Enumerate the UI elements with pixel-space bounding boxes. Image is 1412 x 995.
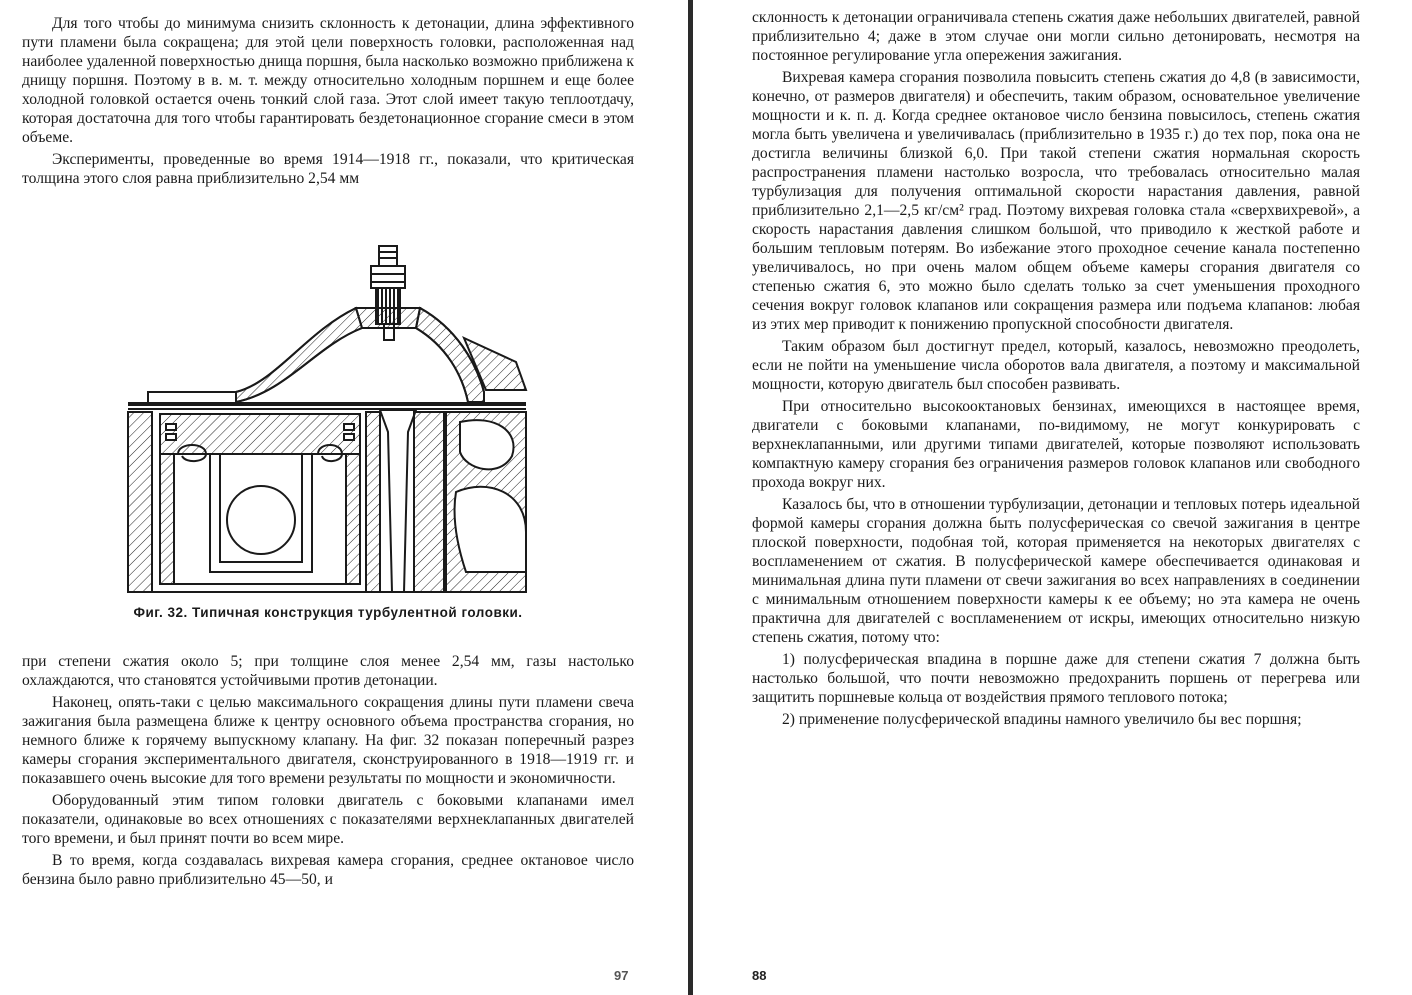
left-bottom-text [22,652,634,889]
page-number: 97 [614,968,629,983]
paragraph: В то время, когда создавалась вихревая камера сгорания, среднее октановое число бензина было равно приблизительно 45—50, и [22,852,634,888]
paragraph: Для того чтобы до минимума снизить склонность к детонации, длина эффективного пути пламени была сокращена; для этой цели поверхность головки, расположенная над наиболее удаленной поверхностью днища поршня, была насколько возможно приближена к днищу поршня. Поэтому в в. м. т. между относительно холодным поршнем и еще более холодной головкой остается очень тонкий слой газа. Этот слой имеет такую теплоотдачу, которая достаточна для того чтобы гарантировать бездетонационное сгорание смеси в этом объеме. [22,15,634,146]
paragraph: Вихревая камера сгорания позволила повысить степень сжатия до 4,8 (в зависимости, конечно, от размеров двигателя) и обеспечить, таким образом, основательное увеличение мощности и к. п. д. Когда среднее октановое число бензина повысилось, степень сжатия могла быть увеличена и увеличивалась (приблизительно в 1935 г.) до тех пор, пока она не достигла величины близкой 6,0. При такой степени сжатия нормальная скорость распространения пламени настолько возросла, что требовалась относительно малая турбулизация для получения оптимальной скорости нарастания давления, равной приблизительно 2,1—2,5 кг/см² град. Поэтому вихревая головка стала «сверхвихревой», а скорость нарастания давления слишком большой, что приводило к жесткой работе и большим тепловым потерям. Во избежание этого проходное сечение канала постепенно увеличивалось, но при очень малом общем объеме камеры сгорания двигателя со степенью сжатия 6, это можно было сделать только за счет уменьшения проходного сечения вокруг головок клапанов или сокращения размера или подъема клапанов: любая из этих мер приводит к понижению пропускной способности двигателя. [752,69,1360,333]
figure-32-cross-section [116,242,540,602]
paragraph: склонность к детонации ограничивала степень сжатия даже небольших двигателей, равной приблизительно 4; даже в этом случае они могли сильно детонировать, несмотря на постоянное регулирование угла опережения зажигания. [752,9,1360,64]
paragraph: Эксперименты, проведенные во время 1914—1918 гг., показали, что критическая толщина этого слоя равна приблизительно 2,54 мм [22,151,634,187]
figure-caption: Фиг. 32. Типичная конструкция турбулентной головки. [133,605,523,620]
page-number: 88 [752,968,767,983]
paragraph: При относительно высокооктановых бензинах, имеющихся в настоящее время, двигатели с боковыми клапанами, по-видимому, не могут конкурировать с верхнеклапанными, или другими типами двигателей, которые позволяют использовать компактную камеру сгорания без ограничения размеров головок клапанов или свободного прохода вокруг них. [752,398,1360,491]
paragraph: Таким образом был достигнут предел, который, казалось, невозможно преодолеть, если не пойти на уменьшение числа оборотов вала двигателя, а поэтому и максимальной мощности, которую двигатель был способен развивать. [752,338,1360,393]
turbulent-head-drawing [116,242,540,602]
list-item: 1) полусферическая впадина в поршне даже для степени сжатия 7 должна быть настолько большой, что почти невозможно предохранить поршень от перегрева или защитить поршневые кольца от воздействия прямого теплового потока; [752,651,1360,706]
left-top-text [22,14,634,188]
right-text [752,8,1360,729]
paragraph: Оборудованный этим типом головки двигатель с боковыми клапанами имел показатели, одинаковые во всех отношениях с показателями верхнеклапанных двигателей того времени, и был принят почти во всем мире. [22,792,634,847]
book-spine-divider [688,0,693,995]
left-page [0,0,690,995]
right-page [694,0,1412,995]
paragraph: Казалось бы, что в отношении турбулизации, детонации и тепловых потерь идеальной формой камеры сгорания должна быть полусферическая со свечой зажигания в центре плоской поверхности, подобная той, которая применяется на некоторых двигателях с воспламенением от сжатия. В полусферической камере обеспечивается одинаковая и минимальная длина пути пламени от свечи зажигания во всех направлениях в соединении с минимальным отношением поверхности камеры к ее объему; но эта камера не очень практична для двигателей с воспламенением от искры, имеющих относительно низкую степень сжатия, потому что: [752,496,1360,646]
paragraph: при степени сжатия около 5; при толщине слоя менее 2,54 мм, газы настолько охлаждаются, что становятся устойчивыми против детонации. [22,653,634,689]
paragraph: Наконец, опять-таки с целью максимального сокращения длины пути пламени свеча зажигания была размещена ближе к центру основного объема пространства сгорания, но немного ближе к горячему выпускному клапану. На фиг. 32 показан поперечный разрез камеры сгорания экспериментального двигателя, сконструированного в 1918—1919 гг. и показавшего очень высокие для того времени результаты по мощности и экономичности. [22,694,634,787]
list-item: 2) применение полусферической впадины намного увеличило бы вес поршня; [782,711,1302,728]
